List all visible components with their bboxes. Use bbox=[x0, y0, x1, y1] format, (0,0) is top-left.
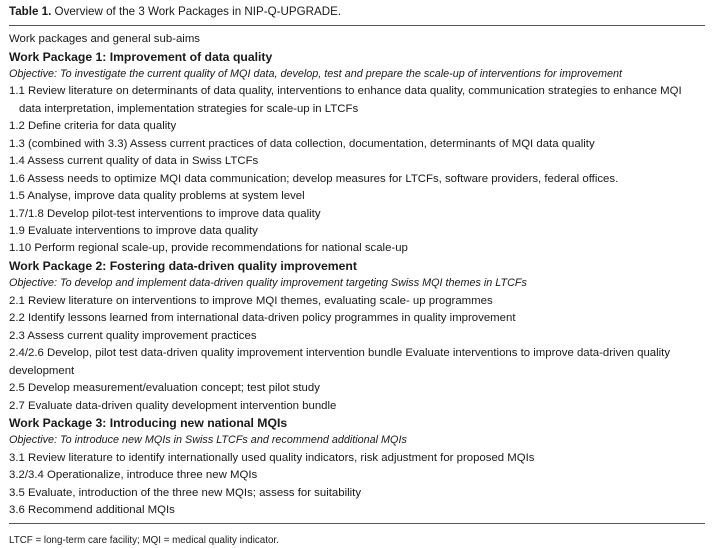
work-package-3 bbox=[9, 415, 705, 520]
table-row: 2.5 Develop measurement/evaluation concept; test pilot study bbox=[9, 382, 320, 395]
table-row: 2.4/2.6 Develop, pilot test data-driven quality improvement intervention bundle Evaluate interventions to improve data-driven quality development bbox=[9, 347, 671, 377]
bottom-rule bbox=[9, 523, 705, 524]
table-row: 3.1 Review literature to identify internationally used quality indicators, risk adjustment for proposed MQIs bbox=[9, 451, 535, 464]
table-row: 1.7/1.8 Develop pilot-test interventions to improve data quality bbox=[9, 207, 321, 220]
work-package-objective: Objective: To introduce new MQIs in Swiss LTCFs and recommend additional MQIs bbox=[9, 434, 407, 447]
table-body bbox=[9, 49, 705, 520]
table-row: 1.4 Assess current quality of data in Swiss LTCFs bbox=[9, 155, 259, 168]
table-row: 1.10 Perform regional scale-up, provide recommendations for national scale-up bbox=[9, 242, 408, 255]
work-package-title: Work Package 1: Improvement of data quality bbox=[9, 49, 273, 64]
table-row: 2.2 Identify lessons learned from international data-driven policy programmes in quality improvement bbox=[9, 312, 516, 325]
table-row: 3.6 Recommend additional MQIs bbox=[9, 504, 175, 517]
work-package-title: Work Package 3: Introducing new national MQIs bbox=[9, 416, 288, 431]
column-header: Work packages and general sub-aims bbox=[9, 33, 200, 45]
work-package-2 bbox=[9, 258, 705, 415]
table-row: 3.5 Evaluate, introduction of the three new MQIs; assess for suitability bbox=[9, 486, 362, 499]
table-caption bbox=[9, 0, 705, 23]
top-rule bbox=[9, 25, 705, 26]
table-row: 3.2/3.4 Operationalize, introduce three new MQIs bbox=[9, 469, 258, 482]
table-row: 1.2 Define criteria for data quality bbox=[9, 120, 177, 133]
work-package-title: Work Package 2: Fostering data-driven quality improvement bbox=[9, 258, 357, 273]
table-footnote: LTCF = long-term care facility; MQI = medical quality indicator. bbox=[9, 534, 279, 546]
table-row: 2.3 Assess current quality improvement practices bbox=[9, 329, 257, 342]
work-package-1 bbox=[9, 49, 705, 258]
table-row: 2.1 Review literature on interventions to improve MQI themes, evaluating scale- up programmes bbox=[9, 294, 493, 307]
table-row: 1.3 (combined with 3.3) Assess current practices of data collection, documentation, determinants of MQI data quality bbox=[9, 137, 595, 150]
table-label: Table 1. bbox=[9, 5, 52, 18]
work-package-objective: Objective: To develop and implement data-driven quality improvement targeting Swiss MQI themes in LTCFs bbox=[9, 277, 527, 290]
table-title: Overview of the 3 Work Packages in NIP-Q-UPGRADE. bbox=[54, 5, 342, 18]
table-row: 1.6 Assess needs to optimize MQI data communication; develop measures for LTCFs, software providers, federal offices. bbox=[9, 172, 619, 185]
table-row: 1.1 Review literature on determinants of data quality, interventions to enhance data quality, communication strategies to enhance MQI data interpretation, implementation strategies for scale-up in LTCFs bbox=[9, 85, 682, 115]
table-row: 1.5 Analyse, improve data quality problems at system level bbox=[9, 190, 305, 203]
table-row: 2.7 Evaluate data-driven quality development intervention bundle bbox=[9, 399, 337, 412]
work-package-objective: Objective: To investigate the current quality of MQI data, develop, test and prepare the scale-up of interventions for improvement bbox=[9, 67, 622, 80]
table-row: 1.9 Evaluate interventions to improve data quality bbox=[9, 225, 258, 238]
